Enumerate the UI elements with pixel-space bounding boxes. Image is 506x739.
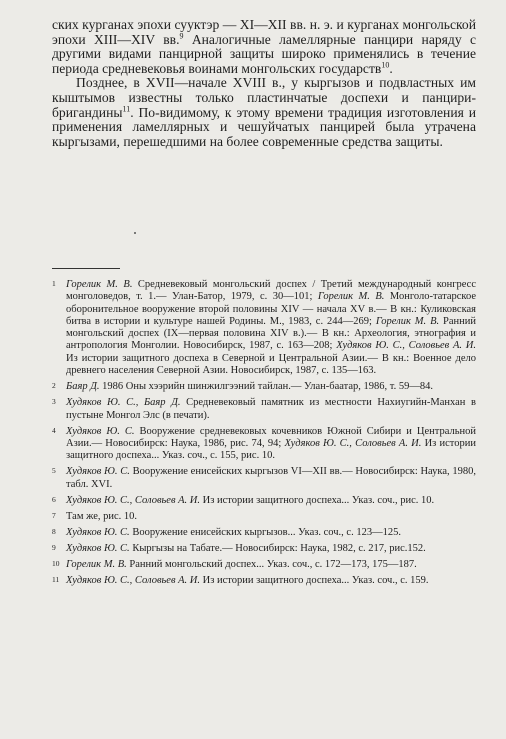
footnote-number: 1 [52,279,56,288]
footnote-2 [52,381,476,393]
footnote-number: 2 [52,381,56,391]
footnote-number: 10 [52,559,60,569]
footnote-text: Вооружение средневековых кочевников Южной Сибири и Центральной Азии.— Новосибирск: Наука, 1986, рис. 74, 94; [66,425,477,449]
footnote-number: 7 [52,510,56,520]
footnote-author: Худяков Ю. С. [66,543,130,555]
footnote-author: Худяков Ю. С., Соловьев А. И. [66,494,201,506]
footnote-number: 4 [52,425,56,435]
paragraph-2-text-b: . По-видимому, к этому времени традиция изготовления и применения ламеллярных и чешуйчатых панцирей была утрачена кыргызами, перешедшими на более современные средства защиты. [52,104,476,149]
paragraph-1 [52,18,476,76]
footnote-number: 3 [52,397,56,407]
footnote-text: Вооружение енисейских кыргызов VI—XII вв.— Новосибирск: Наука, 1980, табл. XVI. [66,466,476,490]
footnote-author: Худяков Ю. С., Соловьев А. И. [66,575,201,587]
footnote-ref-10: 10 [381,60,390,70]
footnote-text: Кыргызы на Табате.— Новосибирск: Наука, 1982, с. 217, рис.152. [129,543,426,555]
footnote-text: Ранний монгольский доспех (IX—первая половина XIV в.).— В кн.: Археология, этнография и антропология Монголии. Новосибирск, 1987, с. 163—208; [66,315,477,352]
paragraph-2-text-a: Позднее, в XVII—начале XVIII в., у кыргызов и подвластных им кыштымов известны только пластинчатые доспехи и панцири-бригандины [52,75,476,120]
footnote-text: Монголо-татарское оборонительное вооружение второй половины XIV — начала XV в.— В кн.: Куликовская битва в истории и культуре нашей Родины. М., 1983, с. 244—269; [66,291,477,327]
footnote-11 [52,575,476,587]
footnote-8 [52,527,476,539]
footnote-text: Ранний монгольский доспех... Указ. соч., с. 172—173, 175—187. [126,559,417,571]
footnote-author: Худяков Ю. С., Соловьев А. И. [284,437,422,449]
footnote-ref-9: 9 [179,31,184,41]
paragraph-1-text-c: . [389,60,393,76]
footnote-3 [52,397,476,422]
footnote-6 [52,495,476,507]
footnote-author: Худяков Ю. С., Баяр Д. [66,397,181,409]
footnote-5 [52,466,476,491]
footnote-text: 1986 Оны хээрийн шинжилгээний тайлан.— Улан-баатар, 1986, т. 59—84. [99,381,433,393]
footnote-7 [52,511,476,523]
footnote-text: Средневековый монгольский доспех / Третий международный конгресс монголоведов, т. 1.— Улан-Батор, 1979, с. 30—101; [66,279,476,303]
print-speck [134,232,136,234]
footnote-author: Худяков Ю. С. [66,526,130,538]
footnote-text: Из истории защитного доспеха... Указ. соч., с. 155, рис. 10. [66,437,476,462]
footnote-4 [52,426,476,463]
footnote-separator [52,268,120,269]
footnote-ref-11: 11 [122,104,131,114]
footnote-author: Горелик М. В. [66,559,127,571]
footnote-text: Из истории защитного доспеха в Северной и Центральной Азии.— В кн.: Военное дело древнего населения Северной Азии. Новосибирск, 1987, с. 135—163. [66,352,476,377]
footnote-text: Средневековый памятник из местности Нахиугийн-Манхан в пустыне Монгол Элс (в печати). [66,397,476,421]
footnote-number: 9 [52,543,56,553]
footnote-number: 5 [52,466,56,476]
footnote-text: Из истории защитного доспеха... Указ. соч., с. 159. [200,575,429,587]
footnote-author: Горелик М. В. [66,279,133,290]
footnote-text: Из истории защитного доспеха... Указ. соч., рис. 10. [200,494,435,506]
footnote-author: Худяков Ю. С. [66,466,130,478]
paragraph-1-text-a: ских курганах эпохи сууктэр — XI—XII вв. н. э. и курганах монгольской эпохи XIII—XIV вв. [52,17,476,47]
footnote-author: Горелик М. В. [375,315,440,327]
footnote-author: Худяков Ю. С. [66,425,135,437]
footnote-author: Худяков Ю. С., Соловьев А. И. [336,340,476,352]
footnotes [52,279,476,591]
footnote-1 [52,279,476,377]
paragraph-1-text-b: Аналогичные ламеллярные панцири наряду с другими видами панцирной защиты широко применялись в течение периода средневековья воинами монгольских государств [52,31,476,76]
footnote-text: Там же, рис. 10. [66,510,138,522]
footnote-text: Вооружение енисейских кыргызов... Указ. соч., с. 123—125. [129,526,401,538]
footnote-number: 6 [52,494,56,504]
footnote-10 [52,559,476,571]
footnote-number: 11 [52,575,60,585]
footnote-9 [52,543,476,555]
footnote-number: 8 [52,526,56,536]
main-text [52,18,476,149]
footnote-author: Горелик М. В. [317,291,385,303]
paragraph-2 [52,76,476,149]
footnote-author: Баяр Д. [66,381,100,393]
